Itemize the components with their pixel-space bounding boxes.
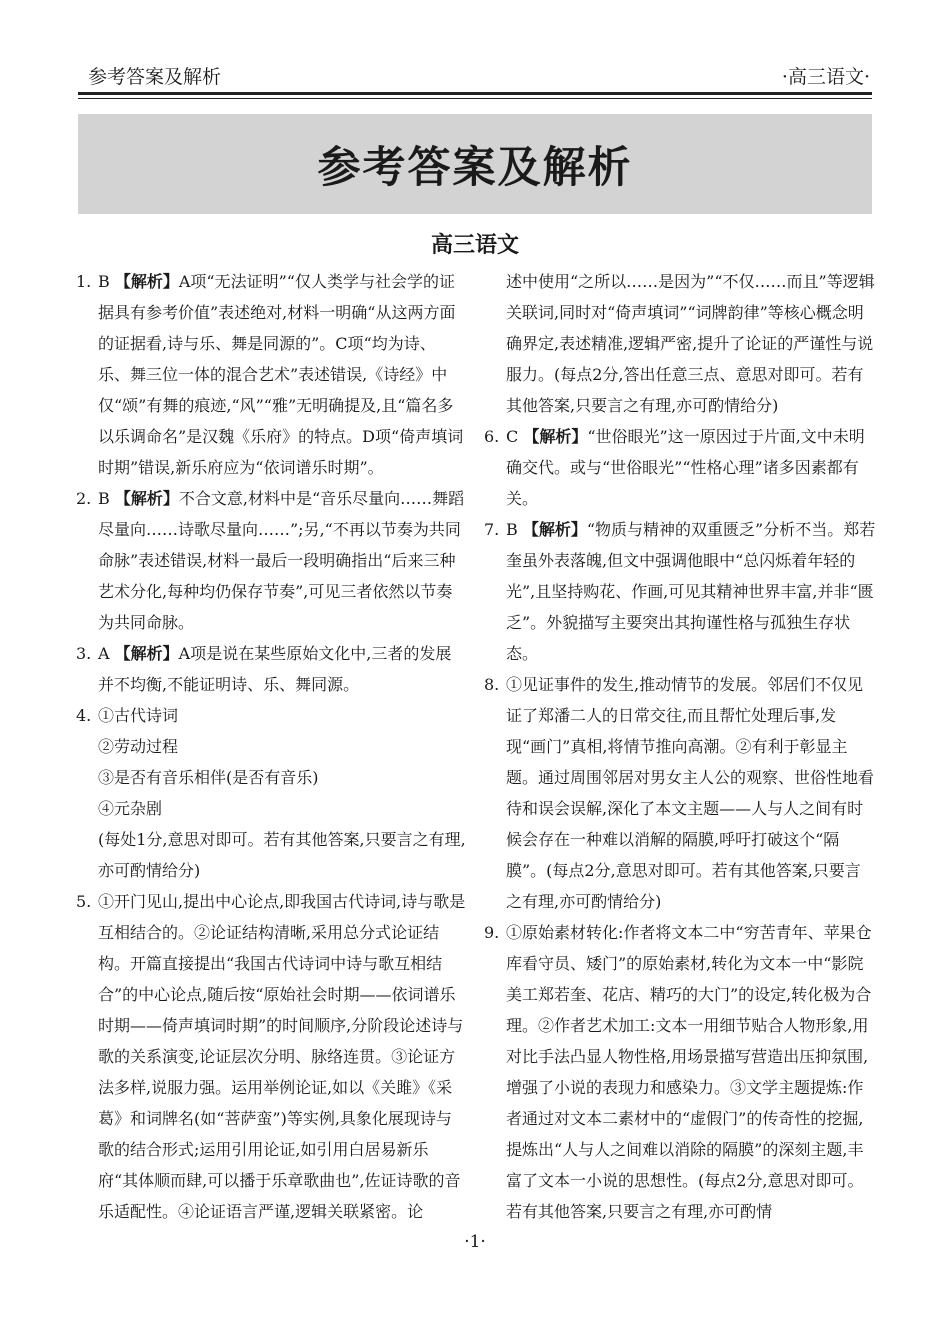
- answer-item-5: [76, 886, 466, 1227]
- running-header-title: 参考答案及解析: [88, 66, 222, 88]
- subject-heading: 高三语文: [430, 233, 519, 258]
- answer-key: B: [98, 272, 110, 291]
- analysis-text: “物质与精神的双重匮乏”分析不当。郑若奎虽外表落魄,但文中强调他眼中“总闪烁着年轻的光”,且坚持购花、作画,可见其精神世界丰富,并非“匮乏”。外貌描写主要突出其拘谨性格与孤独生存状态。: [506, 520, 876, 663]
- answer-item-4: [76, 700, 466, 886]
- answer-item-1: [76, 266, 466, 483]
- running-header-subject: ·高三语文·: [781, 66, 870, 88]
- analysis-tag: 【解析】: [523, 427, 588, 446]
- page-number: ·1·: [464, 1232, 486, 1252]
- analysis-tag: 【解析】: [114, 272, 179, 291]
- item-number: 6.: [484, 427, 500, 446]
- answer-item-8: [484, 669, 876, 917]
- item-number: 5.: [76, 892, 92, 911]
- answer-item-5-continued: [484, 266, 876, 421]
- item-number: 1.: [76, 272, 92, 291]
- analysis-tag: 【解析】: [114, 644, 179, 663]
- title-banner: [78, 114, 872, 214]
- analysis-tag: 【解析】: [522, 520, 587, 539]
- analysis-text: A项“无法证明”“仅人类学与社会学的证据具有参考价值”表述绝对,材料一明确“从这两方面的证据看,诗与乐、舞是同源的”。C项“均为诗、乐、舞三位一体的混合艺术”表述错误,《诗经》中仅“颂”有舞的痕迹,“风”“雅”无明确提及,且“篇名多以乐调命名”是汉魏《乐府》的特点。D项“倚声填词时期”错误,新乐府应为“依词谱乐时期”。: [98, 272, 464, 477]
- answer-text: ①开门见山,提出中心论点,即我国古代诗词,诗与歌是互相结合的。②论证结构清晰,采用总分式论证结构。开篇直接提出“我国古代诗词中诗与歌互相结合”的中心论点,随后按“原始社会时期——依词谱乐时期——倚声填词时期”的时间顺序,分阶段论述诗与歌的关系演变,论证层次分明、脉络连贯。③论证方法多样,说服力强。运用举例论证,如以《关雎》《采葛》和词牌名(如“菩萨蛮”)等实例,具象化展现诗与歌的结合形式;运用引用论证,如引用白居易新乐府“其体顺而肆,可以播于乐章歌曲也”,佐证诗歌的音乐适配性。④论证语言严谨,逻辑关联紧密。论: [98, 892, 466, 1221]
- item-number: 3.: [76, 644, 92, 663]
- analysis-text: “世俗眼光”这一原因过于片面,文中未明确交代。或与“世俗眼光”“性格心理”诸多因素都有关。: [506, 427, 865, 508]
- analysis-text: A项是说在某些原始文化中,三者的发展并不均衡,不能证明诗、乐、舞同源。: [98, 644, 452, 694]
- answer-line: ④元杂剧: [98, 799, 163, 818]
- item-number: 4.: [76, 706, 92, 725]
- answer-key: C: [506, 427, 519, 446]
- answer-line: ①古代诗词: [98, 706, 179, 725]
- answer-item-3: [76, 638, 466, 700]
- scoring-note: (每处1分,意思对即可。若有其他答案,只要言之有理,亦可酌情给分): [98, 830, 466, 880]
- item-number: 2.: [76, 489, 92, 508]
- right-column: [484, 266, 876, 1227]
- header-rule-thick: [78, 92, 872, 95]
- answer-line: ②劳动过程: [98, 737, 179, 756]
- answer-text: ①见证事件的发生,推动情节的发展。邻居们不仅见证了郑潘二人的日常交往,而且帮忙处理后事,发现“画门”真相,将情节推向高潮。②有利于彰显主题。通过周围邻居对男女主人公的观察、世俗性地看待和误会误解,深化了本文主题——人与人之间有时候会存在一种难以消解的隔膜,呼吁打破这个“隔膜”。(每点2分,意思对即可。若有其他答案,只要言之有理,亦可酌情给分): [506, 675, 875, 911]
- header-rule-thin: [78, 98, 872, 99]
- answer-item-7: [484, 514, 876, 669]
- answer-key: A: [98, 644, 110, 663]
- answer-key: B: [98, 489, 110, 508]
- item-number: 9.: [484, 923, 500, 942]
- answer-text: ①原始素材转化:作者将文本二中“穷苦青年、苹果仓库看守员、矮门”的原始素材,转化为文本一中“影院美工郑若奎、花店、精巧的大门”的设定,转化极为合理。②作者艺术加工:文本一用细节贴合人物形象,用对比手法凸显人物性格,用场景描写营造出压抑氛围,增强了小说的表现力和感染力。③文学主题提炼:作者通过对文本二素材中的“虚假门”的传奇性的挖掘,提炼出“人与人之间难以消除的隔膜”的深刻主题,丰富了文本一小说的思想性。(每点2分,意思对即可。若有其他答案,只要言之有理,亦可酌情: [506, 923, 872, 1221]
- analysis-tag: 【解析】: [114, 489, 179, 508]
- answer-item-6: [484, 421, 876, 514]
- answer-item-9: [484, 917, 876, 1227]
- answer-text: 述中使用“之所以……是因为”“不仅……而且”等逻辑关联词,同时对“倚声填词”“词牌韵律”等核心概念明确界定,表述精准,逻辑严密,提升了论证的严谨性与说服力。(每点2分,答出任意三点、意思对即可。若有其他答案,只要言之有理,亦可酌情给分): [506, 272, 875, 415]
- answer-line: ③是否有音乐相伴(是否有音乐): [98, 768, 319, 787]
- answer-key: B: [506, 520, 518, 539]
- analysis-text: 不合文意,材料中是“音乐尽量向……舞蹈尽量向……诗歌尽量向……”;另,“不再以节奏为共同命脉”表述错误,材料一最后一段明确指出“后来三种艺术分化,每种均仍保存节奏”,可见三者依然以节奏为共同命脉。: [98, 489, 465, 632]
- item-number: 7.: [484, 520, 500, 539]
- left-column: [76, 266, 466, 1227]
- item-number: 8.: [484, 675, 500, 694]
- answer-item-2: [76, 483, 466, 638]
- page-title: 参考答案及解析: [317, 142, 633, 193]
